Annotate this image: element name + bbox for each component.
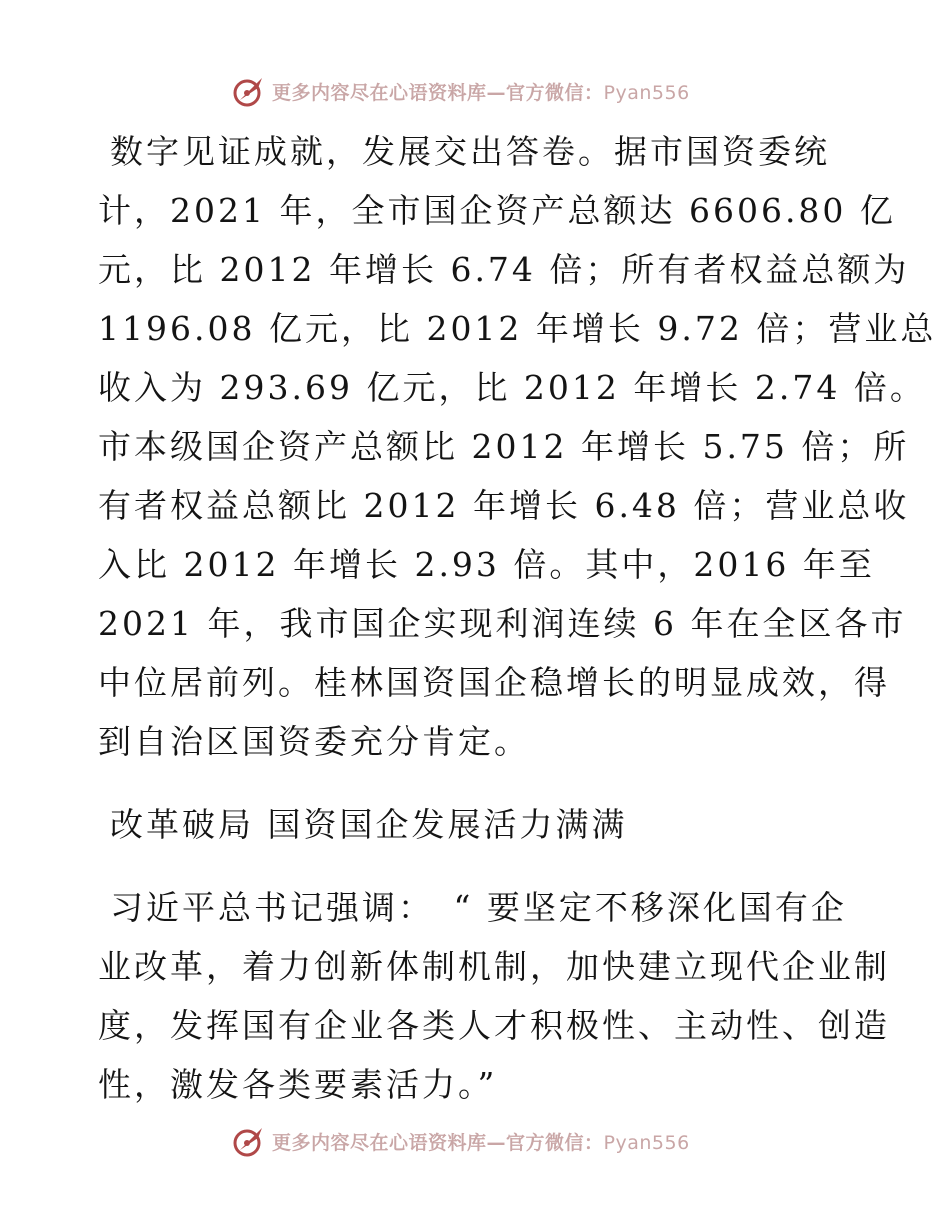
watermark-id: Pyan556 [603, 1131, 690, 1154]
watermark-text: 更多内容尽在心语资料库—官方微信：Pyan556 [272, 1131, 690, 1154]
text-line: 业改革，着力创新体制机制，加快建立现代企业制 [98, 947, 890, 986]
text-line: 计，2021 年，全市国企资产总额达 6606.80 亿 [98, 191, 896, 230]
text-line: 2021 年，我市国企实现利润连续 6 年在全区各市 [98, 604, 907, 643]
text-line: 到自治区国资委充分肯定。 [98, 722, 530, 761]
text-line: 度，发挥国有企业各类人才积极性、主动性、创造 [98, 1006, 890, 1045]
paragraph-quote [98, 878, 890, 1114]
section-heading [98, 795, 858, 854]
text-line: 有者权益总额比 2012 年增长 6.48 倍；营业总收 [98, 486, 910, 525]
paragraph-achievements [98, 122, 937, 771]
text-line: 数字见证成就，发展交出答卷。据市国资委统 [110, 132, 830, 171]
header-watermark [232, 74, 712, 108]
footer-watermark [232, 1124, 712, 1158]
heading-text: 改革破局 国资国企发展活力满满 [110, 805, 628, 844]
text-line: 入比 2012 年增长 2.93 倍。其中，2016 年至 [98, 545, 875, 584]
watermark-id: Pyan556 [603, 81, 690, 104]
text-line: 中位居前列。桂林国资国企稳增长的明显成效，得 [98, 663, 890, 702]
text-line: 习近平总书记强调： “ 要坚定不移深化国有企 [110, 888, 847, 927]
quill-logo-icon [232, 74, 268, 108]
watermark-text: 更多内容尽在心语资料库—官方微信：Pyan556 [272, 81, 690, 104]
text-line: 1196.08 亿元，比 2012 年增长 9.72 倍；营业总 [98, 309, 937, 348]
text-line: 市本级国企资产总额比 2012 年增长 5.75 倍；所 [98, 427, 910, 466]
text-line: 元，比 2012 年增长 6.74 倍；所有者权益总额为 [98, 250, 910, 289]
article-body [98, 122, 937, 1114]
text-line: 收入为 293.69 亿元，比 2012 年增长 2.74 倍。 [98, 368, 926, 407]
text-line: 性，激发各类要素活力。” [98, 1065, 498, 1104]
quill-logo-icon [232, 1124, 268, 1158]
